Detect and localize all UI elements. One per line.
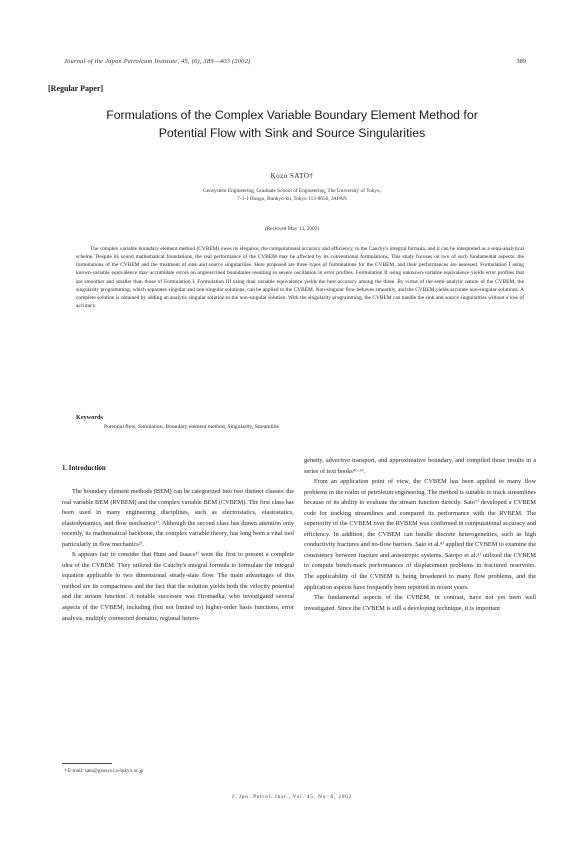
title-line-2: Potential Flow with Sink and Source Singularities — [158, 126, 426, 140]
section-heading: 1. Introduction — [62, 465, 106, 472]
paper-title — [40, 106, 544, 142]
paragraph: The fundamental aspects of the CVBEM, in contrast, have not yet been well investigated. Since the CVBEM is still a developing technique, it is important — [304, 594, 536, 612]
paper-type: [Regular Paper] — [48, 84, 104, 93]
paragraph: From an application point of view, the CVBEM has been applied to many flow problems in the realm of petroleum engineering. The method is suitable to track streamlines because of its ability to evaluate the stream function directly. Sato⁷⁾ developed a CVBEM code for tracking streamlines and compared its performance with the RVBEM. The superiority of the CVBEM over the RVBEM was confirmed in computational accuracy and efficiency. In addition, the CVBEM can handle discrete heterogeneities, such as high conductivity fractures and no-flow barriers. Sato et al.⁸⁾ applied the CVBEM to examine the consistency between fracture and anisotropic systems. Satopo et al.⁹⁾ utilized the CVBEM to compute bench-mark performances of displacement problems in fractured reservoirs. The applicability of the CVBEM is being broadened to many flow problems, and the application aspects have frequently been reported in recent years. — [304, 478, 536, 591]
received-date: (Received May 13, 2002) — [264, 226, 320, 232]
abstract — [76, 245, 524, 310]
affiliation-line-1: Geosystem Engineering, Graduate School of Engineering, The University of Tokyo, — [202, 188, 382, 194]
footnote-rule — [62, 763, 112, 764]
page-footer: J. Jpn. Petrol. Inst., Vol. 45, No. 6, 2002 — [231, 794, 353, 800]
footnote: † E-mail: sato@geosys.t.u-tokyo.ac.jp — [64, 768, 144, 774]
paragraph: It appears fair to consider that Hunt and Isaacs³⁾ were the first to present a complete idea of the CVBEM. They utilized the Cauchy's integral formula to formulate the integral equation applicable to two dimensional steady-state flow. The main advantages of this method are its compactness and the fact that the solution yields both the velocity potential and the stream function. A notable successor was Hromadka, who investigated several aspects of the CVBEM, including (but not limited to) higher-order basis functions, error analysis, multiply connected domains, regional hetero- — [62, 551, 294, 622]
paragraph: The boundary element methods (BEM) can be categorized into two distinct classes: the real variable BEM (RVBEM) and the complex variable BEM (CVBEM). The first class has been used in many engineering disciplines, such as electrostatics, elastostatics, elastodynamics, and flow mechanics¹⁾. Although the second class has drawn attention only recently, its mathematical backbone, the complex variable theory, has long been a vital tool particularly in flow mechanics²⁾. — [62, 488, 294, 548]
paragraph: geneity, advective transport, and approximative boundary, and compiled those results in a series of text books⁴⁾~⁶⁾. — [304, 457, 536, 475]
affiliation-line-2: 7-3-1 Hongo, Bunkyo-ku, Tokyo 113-8656, JAPAN — [237, 195, 347, 202]
page-number: 389 — [516, 58, 526, 65]
keywords-heading: Keywords — [76, 414, 103, 421]
keywords: Potential flow, Simulation, Boundary element method, Singularity, Streamline — [104, 424, 279, 430]
right-column — [304, 456, 536, 614]
affiliation — [0, 188, 584, 203]
abstract-text: The complex variable boundary element method (CVBEM) owes its elegance, the computational accuracy and efficiency, to the Cauchy's integral formula, and it can be interpreted as a semi-analytical scheme. Despite its sound mathematical foundations, the real performance of the CVBEM may be affected by its conventional formulations. This study focuses on two of such fundamental aspects: the formulations of the CVBEM and the treatment of sink and source singularities. Here proposed are three types of formulations for the CVBEM, and their performances are assessed. Formulation I using known-variable equivalence may accumulate errors on unprescribed boundaries resulting in severe oscillation in error profiles. Formulation II using unknown-variable equivalence yields error profiles that are smoother and smaller than those of Formulation I. Formulation III using dual variable equivalence yields the best accuracy among the three. By virtue of the semi-analytic nature of the CVBEM, the singularity programming, which separates singular and non-singular solutions, can be applied to the CVBEM. Non-singular flow behaves smoothly, and the CVBEM yields accurate non-singular solutions. A complete solution is obtained by adding an analytic singular solution to the non-singular solution. With the singularity programming, the CVBEM can handle the sink and source singularities without a loss of accuracy. — [76, 246, 524, 310]
author: Kozo SATO† — [270, 172, 314, 180]
title-line-1: Formulations of the Complex Variable Boundary Element Method for — [106, 108, 478, 122]
left-column — [62, 487, 294, 624]
journal-header: Journal of the Japan Petroleum Institute, 45, (6), 389—403 (2002) — [64, 58, 251, 65]
